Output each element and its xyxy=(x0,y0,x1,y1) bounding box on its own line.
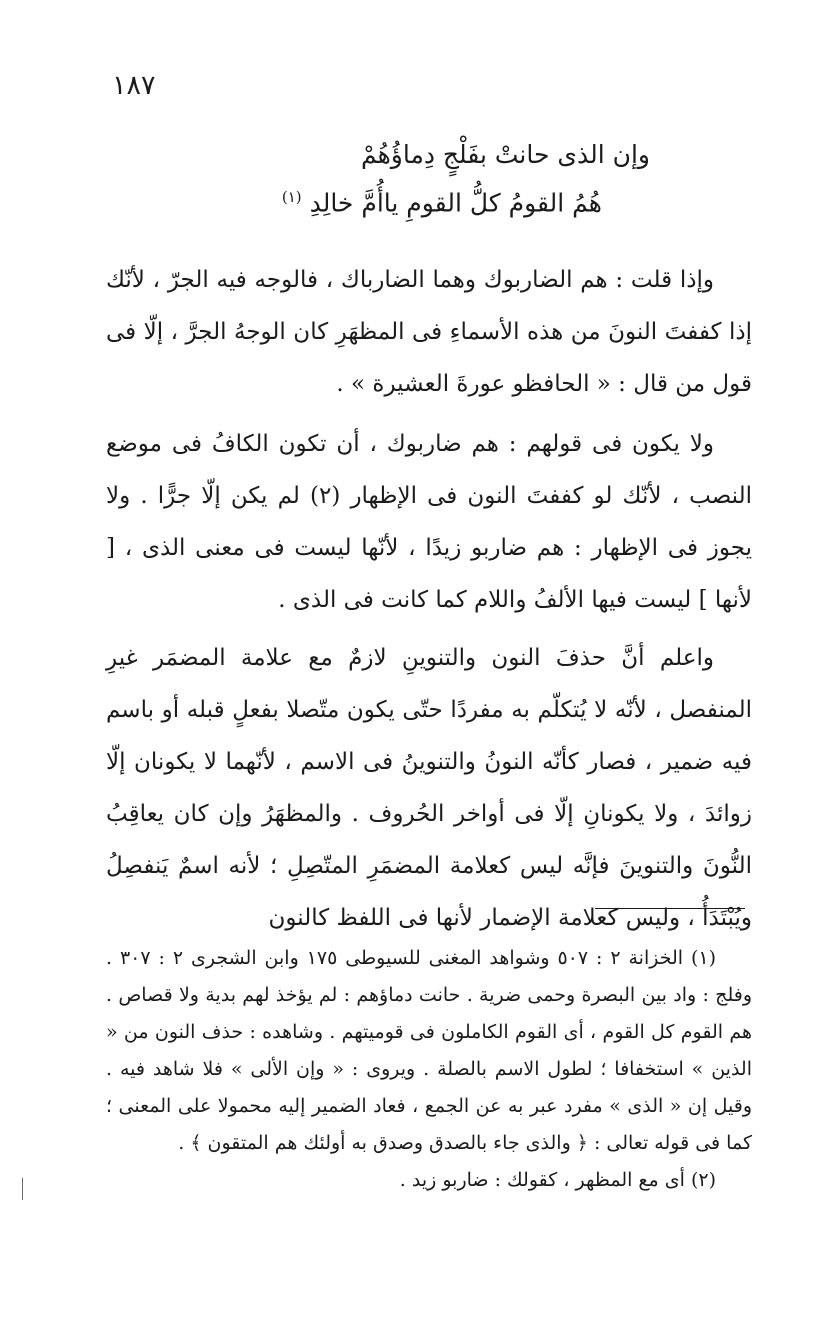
paragraph-1 xyxy=(106,254,752,410)
paragraph-text: وإذا قلت : هم الضاربوك وهما الضارباك ، فالوجه فيه الجرّ ، لأنّك إذا كففتَ النونَ من هذه الأسماءِ فى المظهَرِ كان الوجهُ الجرَّ ، إلّا فى قول من قال : « الحافظو عورةَ العشيرة » . xyxy=(106,267,752,397)
verse-line-1-text: وإن الذى حانتْ بفَلْجٍ دِماؤُهُمْ xyxy=(360,140,650,169)
footnote-1: (١) الخزانة ٢ : ٥٠٧ وشواهد المغنى للسيوطى ١٧٥ وابن الشجرى ٢ : ٣٠٧ . وفلج : واد بين البصرة وحمى ضرية . حانت دماؤهم : لم يؤخذ لهم بدية ولا قصاص . هم القوم كل القوم ، أى القوم الكاملون فى قوميتهم . وشاهده : حذف النون من « الذين » استخفافا ؛ لطول الاسم بالصلة . ويروى : « وإن الألى » فلا شاهد فيه . وقيل إن « الذى » مفرد عبر به عن الجمع ، فعاد الضمير إليه محمولا على المعنى ؛ كما فى قوله تعالى : ﴿ والذى جاء بالصدق وصدق به أولئك هم المتقون ﴾ . xyxy=(106,947,752,1154)
footnote-reference: (١) xyxy=(281,188,302,206)
page-number: ١٨٧ xyxy=(112,70,156,101)
margin-mark xyxy=(22,1178,23,1200)
footnote-2: (٢) أى مع المظهر ، كقولك : ضاربو زيد . xyxy=(399,1169,716,1191)
verse-line-2 xyxy=(282,188,602,217)
paragraph-3 xyxy=(106,632,752,944)
verse-line-2-text: هُمُ القومُ كلُّ القومِ ياأُمَّ خالِدِ xyxy=(309,188,602,218)
paragraph-text: ولا يكون فى قولهم : هم ضاربوك ، أن تكون الكافُ فى موضع النصب ، لأنّك لو كففتَ النون فى الإظهار (٢) لم يكن إلّا جرًّا . ولا يجوز فى الإظهار : هم ضاربو زيدًا ، لأنّها ليست فى معنى الذى ، [ لأنها ] ليست فيها الألفُ واللام كما كانت فى الذى . xyxy=(106,431,752,613)
verse-line-1 xyxy=(361,140,650,169)
paragraph-text: واعلم أنَّ حذفَ النون والتنوينِ لازمٌ مع علامة المضمَر غيرِ المنفصل ، لأنّه لا يُتكلّم به مفردًا حتّى يكون متّصلا بفعلٍ قبله أو باسم فيه ضمير ، فصار كأنّه النونُ والتنوينُ فى الاسم ، لأنّهما لا يكونان إلّا زوائدَ ، ولا يكونانِ إلّا فى أواخر الحُروف . والمظهَرُ وإن كان يعاقِبُ النُّونَ والتنوينَ فإنَّه ليس كعلامة المضمَرِ المتّصِلِ ؛ لأنه اسمٌ يَنفصِلُ ويُبْتَدَأُ ، وليس كعلامة الإضمار لأنها فى اللفظ كالنون xyxy=(106,645,752,931)
footnotes xyxy=(106,940,752,1199)
paragraph-2 xyxy=(106,418,752,626)
footnote-divider xyxy=(595,908,745,909)
